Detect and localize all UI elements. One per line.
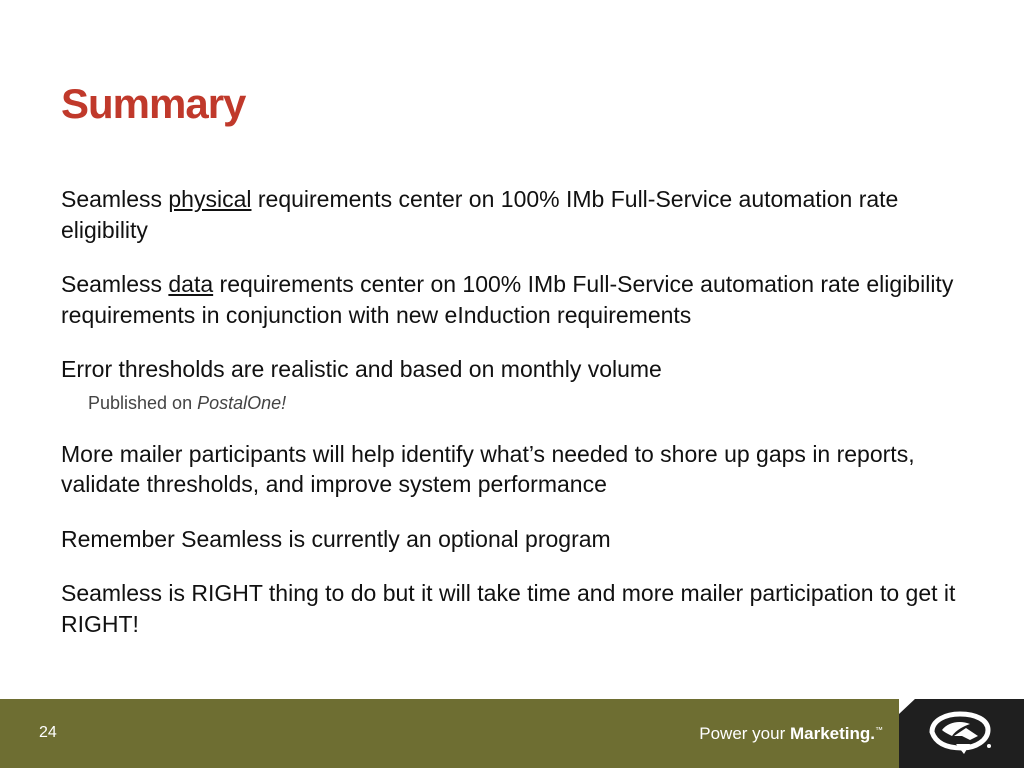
tagline-bold: Marketing. <box>789 724 875 743</box>
emphasis-postalone: PostalOne! <box>197 392 287 413</box>
bullet-text: Seamless <box>61 186 169 212</box>
slide-title: Summary <box>61 80 246 127</box>
bullet-error-thresholds: Error thresholds are realistic and based on monthly volume <box>61 356 662 382</box>
usps-eagle-logo-icon <box>926 710 996 756</box>
bullet-right-thing: Seamless is RIGHT thing to do but it will take time and more mailer participation to get it RIGHT! <box>61 580 956 637</box>
logo-notch <box>899 698 916 714</box>
bullet-text: Seamless <box>61 271 169 297</box>
footer-tagline <box>699 724 883 744</box>
page-number: 24 <box>39 724 57 741</box>
bullet-physical-requirements <box>61 184 961 245</box>
bullet-data-requirements <box>61 269 961 330</box>
footer-bar <box>0 699 1024 768</box>
slide-body <box>61 184 961 663</box>
bullet-text: requirements center on 100% IMb Full-Service automation rate eligibility requirements in conjunction with new eInduction requirements <box>61 271 954 328</box>
emphasis-data: data <box>168 271 214 297</box>
bullet-text: requirements center on 100% IMb Full-Service automation rate eligibility <box>61 186 899 243</box>
emphasis-physical: physical <box>168 186 252 212</box>
sub-bullet-text: Published on <box>88 392 198 413</box>
bullet-optional-program: Remember Seamless is currently an optional program <box>61 525 611 552</box>
bullet-more-participants: More mailer participants will help identify what’s needed to shore up gaps in reports, validate thresholds, and improve system performance <box>61 440 915 497</box>
sub-bullet-published <box>88 391 961 415</box>
tagline-prefix: Power your <box>699 724 790 743</box>
trademark-mark: ™ <box>875 725 883 735</box>
